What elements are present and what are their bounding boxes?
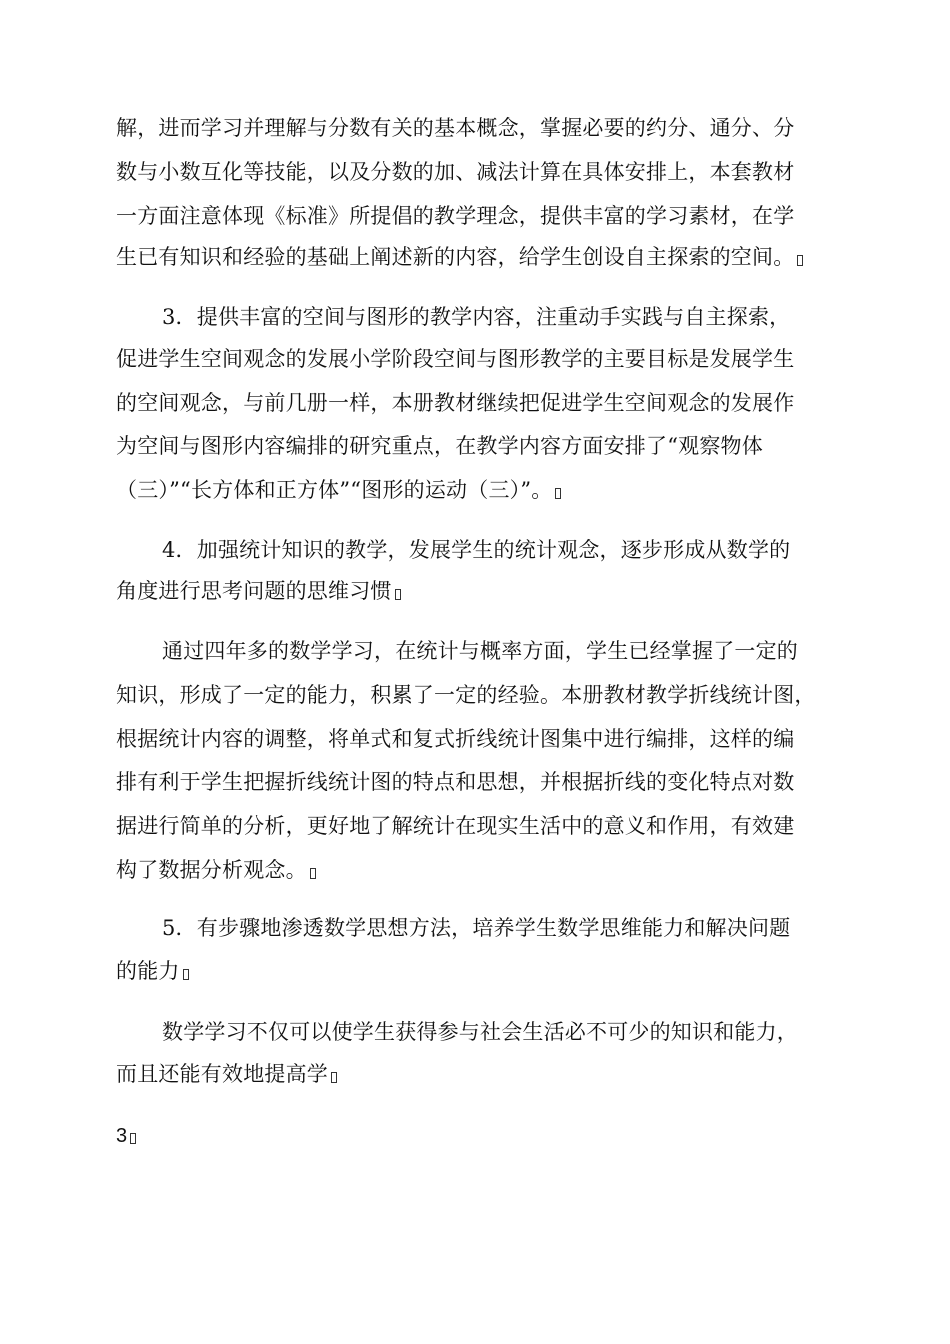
paragraph-mark-icon xyxy=(555,488,561,499)
text-line: 数与小数互化等技能，以及分数的加、减法计算在具体安排上，本套教材 xyxy=(116,160,795,184)
paragraph-mark-icon xyxy=(797,255,803,266)
text-line: 据进行简单的分析，更好地了解统计在现实生活中的意义和作用，有效建 xyxy=(116,814,795,838)
page-number-text: 3 xyxy=(116,1125,128,1147)
text-line-with-mark xyxy=(116,475,561,505)
text-line: 3．提供丰富的空间与图形的教学内容，注重动手实践与自主探索， xyxy=(162,305,791,329)
text-line: 一方面注意体现《标准》所提倡的教学理念，提供丰富的学习素材，在学 xyxy=(116,204,795,228)
text-line: 解，进而学习并理解与分数有关的基本概念，掌握必要的约分、通分、分 xyxy=(116,116,795,140)
text-line-with-mark xyxy=(116,956,189,986)
text-line-with-mark xyxy=(116,242,803,272)
text-line: 排有利于学生把握折线统计图的特点和思想，并根据折线的变化特点对数 xyxy=(116,770,795,794)
text-line: 为空间与图形内容编排的研究重点，在教学内容方面安排了“观察物体 xyxy=(116,434,763,458)
paragraph-mark-icon xyxy=(310,868,316,879)
paragraph-mark-icon xyxy=(130,1133,136,1144)
text-line: 的能力 xyxy=(116,959,180,983)
text-line: 数学学习不仅可以使学生获得参与社会生活必不可少的知识和能力， xyxy=(162,1020,798,1044)
text-line: 4．加强统计知识的教学，发展学生的统计观念，逐步形成从数学的 xyxy=(162,538,791,562)
text-line: 而且还能有效地提高学 xyxy=(116,1062,328,1086)
text-line: 的空间观念，与前几册一样，本册教材继续把促进学生空间观念的发展作 xyxy=(116,391,795,415)
text-line: 知识，形成了一定的能力，积累了一定的经验。本册教材教学折线统计图， xyxy=(116,683,816,707)
text-line-with-mark xyxy=(116,1059,337,1089)
text-line: 5．有步骤地渗透数学思想方法，培养学生数学思维能力和解决问题 xyxy=(162,916,791,940)
text-line: 生已有知识和经验的基础上阐述新的内容，给学生创设自主探索的空间。 xyxy=(116,245,795,269)
paragraph-mark-icon xyxy=(183,969,189,980)
paragraph-mark-icon xyxy=(331,1072,337,1083)
text-line: 通过四年多的数学学习，在统计与概率方面，学生已经掌握了一定的 xyxy=(162,639,798,663)
text-line: （三）”“长方体和正方体”“图形的运动（三）”。 xyxy=(116,478,553,502)
paragraph-mark-icon xyxy=(395,589,401,600)
page-number xyxy=(116,1121,136,1151)
text-line-with-mark xyxy=(116,576,401,606)
text-line: 根据统计内容的调整，将单式和复式折线统计图集中进行编排，这样的编 xyxy=(116,727,795,751)
text-line: 构了数据分析观念。 xyxy=(116,858,307,882)
text-line: 促进学生空间观念的发展小学阶段空间与图形教学的主要目标是发展学生 xyxy=(116,347,795,371)
text-line: 角度进行思考问题的思维习惯 xyxy=(116,579,392,603)
text-line-with-mark xyxy=(116,855,316,885)
